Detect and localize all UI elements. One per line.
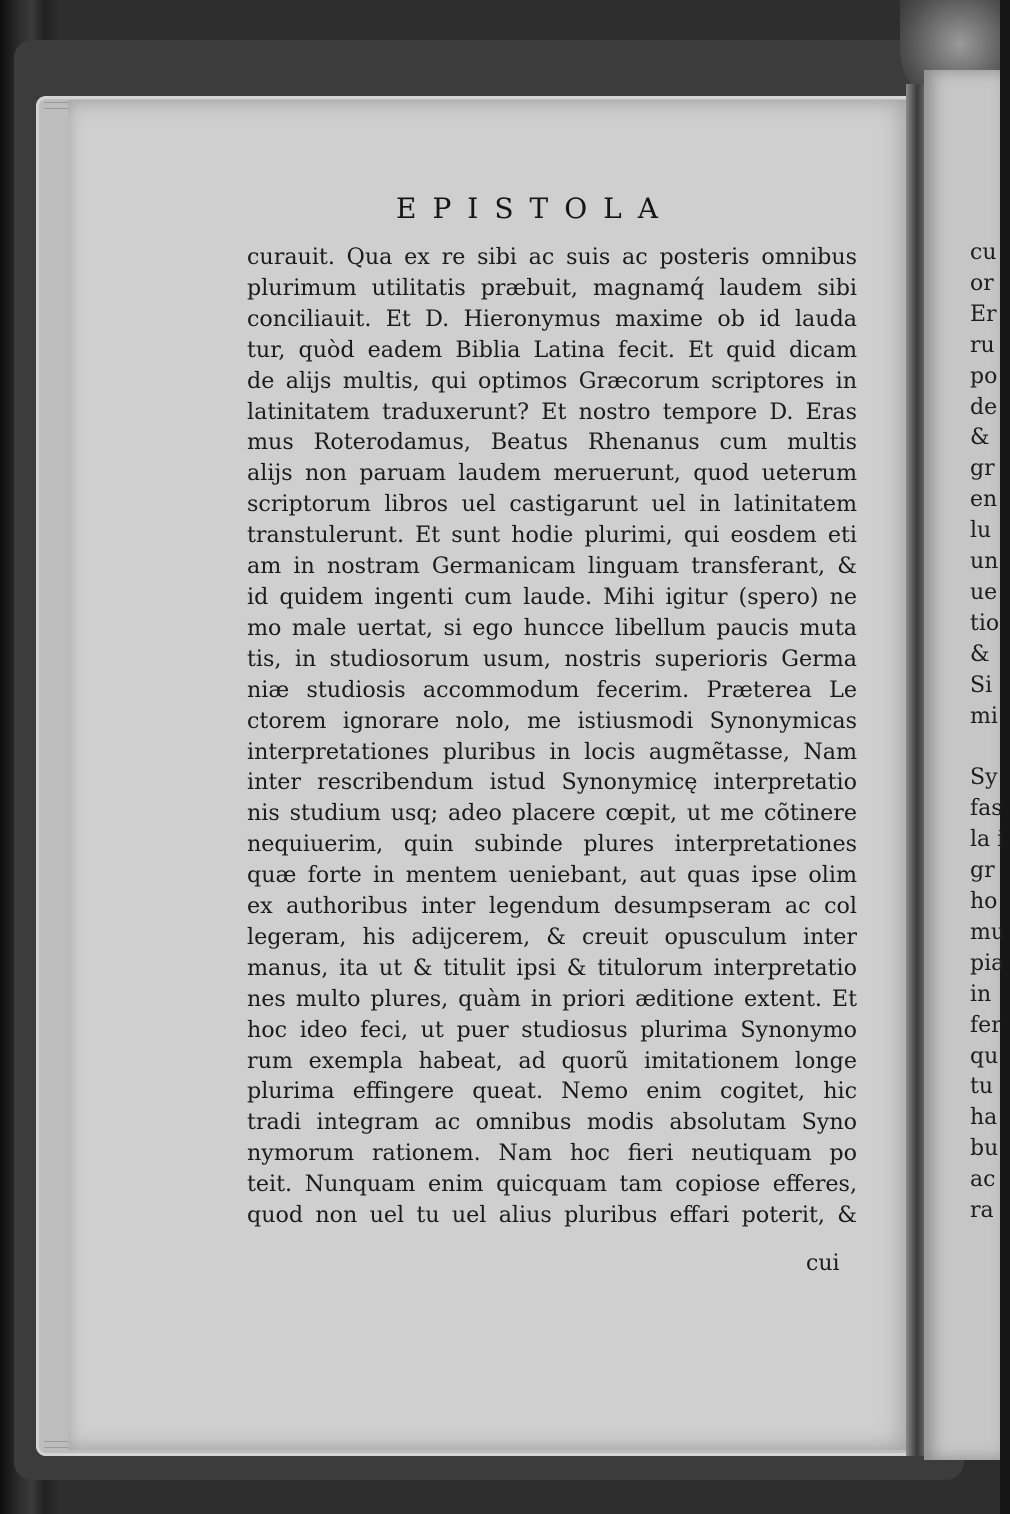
text-line: interpretationes pluribus in locis augmẽtasse, Nam — [247, 738, 857, 765]
text-line: ex authoribus inter legendum desumpseram ac col — [247, 893, 857, 920]
facing-fragment: in — [970, 981, 992, 1007]
facing-fragment: de — [970, 394, 998, 420]
text-line: conciliauit. Et D. Hieronymus maxime ob id lauda — [247, 305, 857, 332]
facing-fragment: gr — [970, 858, 995, 884]
text-line: am in nostram Germanicam linguam transferant, & — [247, 553, 857, 580]
facing-fragment: ue — [970, 579, 998, 605]
facing-fragment: gr — [970, 456, 995, 482]
text-line: plurimum utilitatis præbuit, magnamq́ laudem sibi — [247, 274, 857, 301]
facing-fragment: & — [970, 641, 990, 667]
text-line: quæ forte in mentem ueniebant, aut quas ipse olim — [247, 862, 857, 889]
facing-fragment: & — [970, 425, 990, 451]
text-line: tur, quòd eadem Biblia Latina fecit. Et quid dicam — [247, 336, 857, 363]
running-head: EPISTOLA — [396, 192, 674, 225]
text-line: plurima effingere queat. Nemo enim cogitet, hic — [247, 1078, 857, 1105]
facing-fragment: fer — [970, 1012, 1002, 1038]
facing-fragment: la i — [970, 827, 1005, 853]
text-line: tis, in studiosorum usum, nostris superioris Germa — [247, 645, 857, 672]
text-line: de alijs multis, qui optimos Græcorum scriptores in — [247, 367, 857, 394]
facing-fragment: tio — [970, 610, 1000, 636]
facing-fragment: Er — [970, 301, 997, 327]
facing-fragment: bu — [970, 1136, 999, 1162]
catchword: cui — [806, 1251, 840, 1276]
text-line: mo male uertat, si ego huncce libellum paucis muta — [247, 614, 857, 641]
facing-fragment: mi — [970, 703, 998, 729]
facing-fragment: mu — [970, 919, 1006, 945]
text-line: nequiuerim, quin subinde plures interpretationes — [247, 831, 857, 858]
facing-fragment: ha — [970, 1105, 998, 1131]
facing-fragment: Sy — [970, 765, 998, 791]
facing-fragment: ra — [970, 1198, 994, 1224]
text-line: ctorem ignorare nolo, me istiusmodi Synonymicas — [247, 707, 857, 734]
facing-fragment: pia — [970, 950, 1005, 976]
text-line: id quidem ingenti cum laude. Mihi igitur (spero) ne — [247, 583, 857, 610]
text-line: inter rescribendum istud Synonymicę interpretatio — [247, 769, 857, 796]
text-line: tradi integram ac omnibus modis absolutam Syno — [247, 1109, 857, 1136]
facing-fragment: Si — [970, 672, 993, 698]
text-line: quod non uel tu uel alius pluribus effari poterit, & — [247, 1202, 857, 1229]
page-text — [247, 242, 857, 1231]
facing-fragment: ru — [970, 332, 995, 358]
text-line: transtulerunt. Et sunt hodie plurimi, qui eosdem eti — [247, 522, 857, 549]
facing-fragment: cu — [970, 240, 997, 265]
facing-fragment: ac — [970, 1167, 996, 1193]
facing-fragment: un — [970, 549, 999, 575]
text-line: manus, ita ut & titulit ipsi & titulorum interpretatio — [247, 954, 857, 981]
text-line: scriptorum libros uel castigarunt uel in latinitatem — [247, 491, 857, 518]
facing-fragment: ho — [970, 889, 998, 915]
facing-fragment: po — [970, 363, 998, 389]
facing-fragment: qu — [970, 1043, 999, 1069]
text-line: mus Roterodamus, Beatus Rhenanus cum multis — [247, 429, 857, 456]
text-line: hoc ideo feci, ut puer studiosus plurima Synonymo — [247, 1016, 857, 1043]
facing-fragment — [970, 733, 1010, 764]
facing-fragment: en — [970, 487, 998, 513]
facing-fragment: lu — [970, 518, 992, 544]
text-line: nis studium usq; adeo placere cœpit, ut me cõtinere — [247, 800, 857, 827]
text-line: nes multo plures, quàm in priori æditione extent. Et — [247, 985, 857, 1012]
text-line: curauit. Qua ex re sibi ac suis ac posteris omnibus — [247, 244, 857, 270]
text-line: legeram, his adijcerem, & creuit opusculum inter — [247, 923, 857, 950]
facing-fragment: tu — [970, 1074, 994, 1100]
text-line: niæ studiosis accommodum fecerim. Præterea Le — [247, 676, 857, 703]
text-line: alijs non paruam laudem meruerunt, quod ueterum — [247, 460, 857, 487]
facing-fragment: fas — [970, 796, 1003, 822]
facing-page-fragments — [970, 238, 1010, 1227]
text-line: nymorum rationem. Nam hoc fieri neutiquam po — [247, 1140, 857, 1167]
text-line: latinitatem traduxerunt? Et nostro tempore D. Eras — [247, 398, 857, 425]
text-line: teit. Nunquam enim quicquam tam copiose efferes, — [247, 1171, 857, 1198]
text-line: rum exempla habeat, ad quorũ imitationem longe — [247, 1047, 857, 1074]
facing-fragment: or — [970, 270, 994, 296]
